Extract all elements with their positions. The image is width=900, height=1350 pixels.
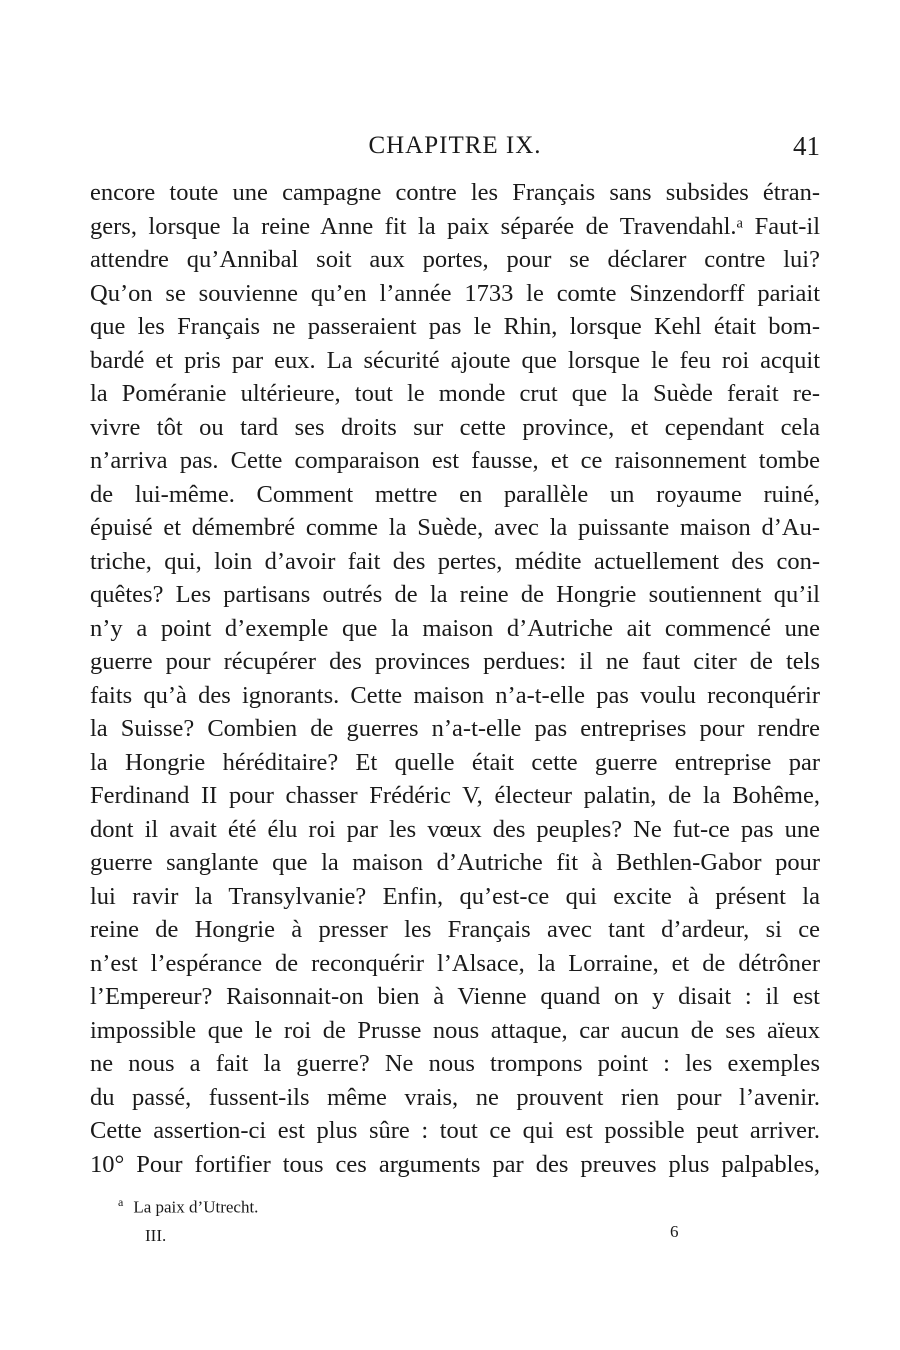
text-line: Cette assertion-ci est plus sûre : tout ce qui est possible peut arriver. <box>90 1117 820 1144</box>
text-line: impossible que le roi de Prusse nous attaque, car aucun de ses aïeux <box>90 1016 820 1044</box>
text-line: lui ravir la Transylvanie? Enfin, qu’est-ce qui excite à présent la <box>90 882 820 910</box>
text-line: du passé, fussent-ils même vrais, ne prouvent rien pour l’avenir. <box>90 1083 820 1111</box>
text-line: dont il avait été élu roi par les vœux des peuples? Ne fut-ce pas une <box>90 815 820 843</box>
chapter-title: CHAPITRE IX. <box>368 132 542 159</box>
text-line: 10° Pour fortifier tous ces arguments par des preuves plus palpables, <box>90 1150 820 1178</box>
signature-mark: 6 <box>670 1222 679 1241</box>
body-text <box>90 176 820 1181</box>
text-line: ne nous a fait la guerre? Ne nous trompons point : les exemples <box>90 1050 820 1077</box>
text-line: encore toute une campagne contre les Français sans subsides étran- <box>90 179 820 206</box>
text-line: de lui-même. Comment mettre en parallèle un royaume ruiné, <box>90 480 820 508</box>
text-line: guerre pour récupérer des provinces perdues: il ne faut citer de tels <box>90 648 820 675</box>
text-line: triche, qui, loin d’avoir fait des pertes, médite actuellement des con- <box>90 547 820 575</box>
page-number: 41 <box>793 131 820 161</box>
text-line: attendre qu’Annibal soit aux portes, pour se déclarer contre lui? <box>90 246 820 273</box>
text-line: reine de Hongrie à presser les Français avec tant d’ardeur, si ce <box>90 916 820 943</box>
text-line: bardé et pris par eux. La sécurité ajoute que lorsque le feu roi acquit <box>90 346 820 374</box>
volume-number: III. <box>145 1226 167 1245</box>
footnote-mark: a <box>118 1195 124 1209</box>
text-line: que les Français ne passeraient pas le Rhin, lorsque Kehl était bom- <box>90 313 820 340</box>
text-line: l’Empereur? Raisonnait-on bien à Vienne quand on y disait : il est <box>90 983 820 1010</box>
text-line: Ferdinand II pour chasser Frédéric V, électeur palatin, de la Bohême, <box>90 782 820 809</box>
text-line: guerre sanglante que la maison d’Autriche fit à Bethlen-Gabor pour <box>90 849 820 876</box>
text-line: la Hongrie héréditaire? Et quelle était cette guerre entreprise par <box>90 748 820 776</box>
text-line: la Suisse? Combien de guerres n’a-t-elle pas entreprises pour rendre <box>90 715 820 742</box>
text-line: n’arriva pas. Cette comparaison est fausse, et ce raisonnement tombe <box>90 447 820 474</box>
text-line: vivre tôt ou tard ses droits sur cette province, et cependant cela <box>90 413 820 441</box>
text-line: n’y a point d’exemple que la maison d’Autriche ait commencé une <box>90 614 820 642</box>
text-line: épuisé et démembré comme la Suède, avec la puissante maison d’Au- <box>90 514 820 541</box>
text-line: n’est l’espérance de reconquérir l’Alsace, la Lorraine, et de détrôner <box>90 949 820 977</box>
running-head <box>90 128 820 164</box>
text-line: faits qu’à des ignorants. Cette maison n’a-t-elle pas voulu reconquérir <box>90 681 820 709</box>
footnote <box>118 1190 258 1220</box>
text-line: Qu’on se souvienne qu’en l’année 1733 le comte Sinzendorff pariait <box>90 279 820 307</box>
text-line: gers, lorsque la reine Anne fit la paix séparée de Travendahl.ᵃ Faut-il <box>90 212 820 240</box>
footnote-text: La paix d’Utrecht. <box>133 1197 259 1217</box>
text-line: la Poméranie ultérieure, tout le monde crut que la Suède ferait re- <box>90 380 820 407</box>
text-line: quêtes? Les partisans outrés de la reine de Hongrie soutiennent qu’il <box>90 581 820 608</box>
